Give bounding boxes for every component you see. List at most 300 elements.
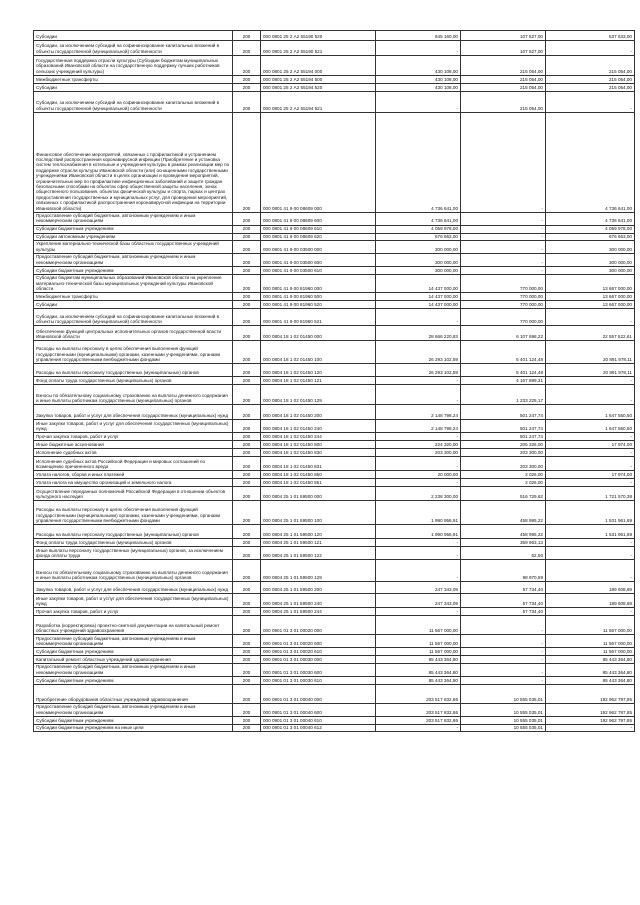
row-code: 200	[233, 664, 261, 677]
row-code: 200	[233, 213, 261, 226]
table-row	[34, 41, 635, 56]
table-row	[34, 113, 635, 213]
row-executed-amount: 5 401 124,48	[461, 341, 546, 364]
row-executed-amount: 10 555 035,01	[461, 725, 546, 732]
row-classification-code: 000 0804 18 1 02 01450 831	[261, 457, 376, 471]
row-executed-amount: 203 300,00	[461, 457, 546, 471]
row-executed-amount: 6 107 698,22	[461, 326, 546, 341]
row-name: Расходы на выплаты персоналу в целях обеспечения выполнения функций государственными (муниципальными) органами, казенными учреждениями, органами управления государственными внебюджетными фондами	[34, 341, 233, 364]
row-approved-amount: 14 437 000,00	[376, 275, 461, 293]
row-name: Предоставление субсидий бюджетным, автономным учреждениям и иным некоммерческим организациям	[34, 664, 233, 677]
row-classification-code: 000 0901 01 3 01 00020 000	[261, 616, 376, 635]
row-name: Предоставление субсидий бюджетным, автономным учреждениям и иным некоммерческим организациям	[34, 213, 233, 226]
table-row	[34, 377, 635, 385]
row-approved-amount: 300 000,00	[376, 254, 461, 267]
row-approved-amount: 203 300,00	[376, 449, 461, 457]
row-unexecuted-amount: -	[546, 457, 635, 471]
row-unexecuted-amount: 189 608,69	[546, 582, 635, 594]
table-row	[34, 56, 635, 76]
row-approved-amount: 2 148 798,24	[376, 405, 461, 420]
row-executed-amount: 501 247,74	[461, 405, 546, 420]
row-unexecuted-amount: 85 443 364,80	[546, 677, 635, 685]
row-name: Фонд оплаты труда государственных (муниципальных) органов	[34, 539, 233, 547]
row-executed-amount: 4 167 899,31	[461, 377, 546, 385]
row-name: Исполнение судебных актов Российской Федерации и мировых соглашений по возмещению причиненного вреда	[34, 457, 233, 471]
row-executed-amount: 770 000,00	[461, 301, 546, 309]
row-unexecuted-amount: 11 567 000,00	[546, 635, 635, 648]
row-classification-code: 000 0801 41 9 00 03500 610	[261, 267, 376, 275]
row-unexecuted-amount: 300 000,00	[546, 254, 635, 267]
row-code: 200	[233, 233, 261, 240]
table-row	[34, 213, 635, 226]
row-code: 200	[233, 501, 261, 525]
row-name: Иные закупки товаров, работ и услуг для обеспечения государственных (муниципальных) нужд	[34, 594, 233, 608]
row-classification-code: 000 0801 41 9 00 08609 000	[261, 113, 376, 213]
row-unexecuted-amount: 11 567 000,00	[546, 616, 635, 635]
table-row	[34, 225, 635, 233]
table-row	[34, 717, 635, 725]
row-code: 200	[233, 377, 261, 385]
row-name: Иные закупки товаров, работ и услуг для обеспечения государственных (муниципальных) нужд	[34, 420, 233, 433]
row-code: 200	[233, 293, 261, 301]
row-approved-amount: 85 443 364,80	[376, 677, 461, 685]
row-approved-amount: 430 108,00	[376, 56, 461, 76]
table-row	[34, 326, 635, 341]
row-name: Субсидии	[34, 31, 233, 41]
row-approved-amount: 247 343,09	[376, 582, 461, 594]
row-unexecuted-amount: -	[546, 377, 635, 385]
row-executed-amount: -	[461, 648, 546, 656]
row-unexecuted-amount: -	[546, 385, 635, 405]
row-approved-amount: -	[376, 547, 461, 560]
row-classification-code: 000 0804 18 1 02 01450 240	[261, 420, 376, 433]
row-executed-amount: -	[461, 635, 546, 648]
row-executed-amount: -	[461, 656, 546, 664]
row-executed-amount: -	[461, 254, 546, 267]
budget-report-page	[33, 30, 632, 732]
row-classification-code: 000 0804 18 1 02 01450 120	[261, 364, 376, 377]
row-unexecuted-amount: 215 054,00	[546, 56, 635, 76]
row-approved-amount: 26 293 102,59	[376, 364, 461, 377]
table-row	[34, 449, 635, 457]
row-approved-amount: -	[376, 385, 461, 405]
row-classification-code: 000 0901 01 3 01 00030 600	[261, 664, 376, 677]
row-name: Иные выплаты персоналу государственных (муниципальных) органов, за исключением фонда оплаты труда	[34, 547, 233, 560]
row-approved-amount: 26 293 102,59	[376, 341, 461, 364]
row-executed-amount: -	[461, 225, 546, 233]
row-approved-amount: -	[376, 608, 461, 616]
budget-table-body	[34, 31, 635, 732]
row-code: 200	[233, 76, 261, 84]
row-name: Субсидии бюджетным учреждениям	[34, 648, 233, 656]
table-row	[34, 656, 635, 664]
row-name: Предоставление субсидий бюджетным, автономным учреждениям и иным некоммерческим организациям	[34, 704, 233, 717]
row-executed-amount: 215 054,00	[461, 56, 546, 76]
row-executed-amount: 215 054,00	[461, 84, 546, 92]
row-code: 200	[233, 457, 261, 471]
row-executed-amount: -	[461, 213, 546, 226]
row-name: Закупка товаров, работ и услуг для обеспечения государственных (муниципальных) нужд	[34, 582, 233, 594]
row-name: Государственная поддержка отрасли культуры (Субсидии бюджетам муниципальных образований Ивановской области на государственную поддержку лучших работников сельских учреждений культуры)	[34, 56, 233, 76]
table-row	[34, 84, 635, 92]
table-row	[34, 582, 635, 594]
row-classification-code: 000 0804 25 1 01 59500 129	[261, 560, 376, 582]
table-row	[34, 685, 635, 704]
row-name: Субсидии бюджетам муниципальных образований Ивановской области на укрепление материально-технической базы муниципальных учреждений культуры Ивановской области	[34, 275, 233, 293]
row-name: Расходы на выплаты персоналу государственных (муниципальных) органов	[34, 364, 233, 377]
row-name: Субсидии бюджетным учреждениям	[34, 225, 233, 233]
row-unexecuted-amount: -	[546, 725, 635, 732]
row-unexecuted-amount: 192 962 797,85	[546, 717, 635, 725]
row-classification-code: 000 0901 01 3 01 00040 610	[261, 717, 376, 725]
row-classification-code: 000 0901 01 3 01 00020 610	[261, 648, 376, 656]
row-classification-code: 000 0901 01 3 01 00040 600	[261, 704, 376, 717]
table-row	[34, 616, 635, 635]
row-code: 200	[233, 56, 261, 76]
table-row	[34, 233, 635, 240]
row-approved-amount: 85 443 364,80	[376, 664, 461, 677]
row-executed-amount: -	[461, 677, 546, 685]
table-row	[34, 301, 635, 309]
row-executed-amount: -	[461, 664, 546, 677]
table-row	[34, 31, 635, 41]
row-approved-amount: 11 567 000,00	[376, 635, 461, 648]
row-classification-code: 000 0804 18 1 02 01450 800	[261, 441, 376, 449]
row-executed-amount: 770 000,00	[461, 309, 546, 326]
row-code: 200	[233, 471, 261, 479]
row-unexecuted-amount: -	[546, 539, 635, 547]
row-unexecuted-amount: 1 531 961,69	[546, 501, 635, 525]
row-approved-amount: 430 108,00	[376, 76, 461, 84]
row-approved-amount: 85 443 364,80	[376, 656, 461, 664]
row-name: Фонд оплаты труда государственных (муниципальных) органов	[34, 377, 233, 385]
row-code: 200	[233, 31, 261, 41]
row-name: Взносы по обязательному социальному страхованию на выплаты денежного содержания и иные выплаты работникам государственных (муниципальных) органов	[34, 560, 233, 582]
row-code: 200	[233, 241, 261, 254]
row-unexecuted-amount: -	[546, 433, 635, 441]
row-unexecuted-amount: 192 962 797,85	[546, 685, 635, 704]
table-row	[34, 501, 635, 525]
table-row	[34, 364, 635, 377]
row-name: Предоставление субсидий бюджетным, автономным учреждениям и иным некоммерческим организациям	[34, 635, 233, 648]
row-unexecuted-amount: 192 962 797,85	[546, 704, 635, 717]
row-approved-amount: 28 666 220,83	[376, 326, 461, 341]
row-code: 200	[233, 41, 261, 56]
row-code: 200	[233, 326, 261, 341]
row-executed-amount: 516 729,62	[461, 487, 546, 501]
row-name: Осуществление переданных полномочий Российской Федерации в отношении объектов культурного наследия	[34, 487, 233, 501]
row-code: 200	[233, 441, 261, 449]
row-unexecuted-amount: 85 443 364,80	[546, 656, 635, 664]
row-unexecuted-amount: 20 891 978,11	[546, 341, 635, 364]
row-executed-amount: 5 401 124,48	[461, 364, 546, 377]
row-classification-code: 000 0801 25 2 А2 55194 000	[261, 56, 376, 76]
table-row	[34, 385, 635, 405]
table-row	[34, 76, 635, 84]
row-name: Обеспечение функций центральных исполнительных органов государственной власти Ивановской области	[34, 326, 233, 341]
row-name: Капитальный ремонт областных учреждений здравоохранения	[34, 656, 233, 664]
row-executed-amount: 57 734,40	[461, 608, 546, 616]
row-executed-amount: -	[461, 267, 546, 275]
row-approved-amount: 14 437 000,00	[376, 293, 461, 301]
row-code: 200	[233, 405, 261, 420]
row-classification-code: 000 0801 25 2 А2 55190 520	[261, 31, 376, 41]
row-unexecuted-amount: 17 974,00	[546, 471, 635, 479]
row-code: 200	[233, 539, 261, 547]
row-name: Предоставление субсидий бюджетным, автономным учреждениям и иным некоммерческим организациям	[34, 254, 233, 267]
row-executed-amount: 458 995,22	[461, 501, 546, 525]
row-classification-code: 000 0804 25 1 01 59500 120	[261, 525, 376, 539]
row-unexecuted-amount: -	[546, 608, 635, 616]
row-unexecuted-amount: 300 000,00	[546, 267, 635, 275]
row-unexecuted-amount: 13 667 000,00	[546, 275, 635, 293]
row-classification-code: 000 0801 41 9 00 08609 620	[261, 233, 376, 240]
row-code: 200	[233, 275, 261, 293]
row-executed-amount: 107 527,00	[461, 41, 546, 56]
row-executed-amount: 57 734,40	[461, 582, 546, 594]
row-approved-amount: 11 567 000,00	[376, 616, 461, 635]
row-classification-code: 000 0804 25 1 01 59500 200	[261, 582, 376, 594]
row-unexecuted-amount: 1 721 570,38	[546, 487, 635, 501]
row-name: Субсидии	[34, 301, 233, 309]
row-approved-amount: -	[376, 92, 461, 113]
row-executed-amount: 2 026,00	[461, 471, 546, 479]
row-name: Уплата налога на имущество организаций и земельного налога	[34, 479, 233, 487]
row-name: Прочая закупка товаров, работ и услуг	[34, 433, 233, 441]
row-name: Прочая закупка товаров, работ и услуг	[34, 608, 233, 616]
row-unexecuted-amount: 189 608,69	[546, 594, 635, 608]
row-code: 200	[233, 608, 261, 616]
table-row	[34, 677, 635, 685]
row-executed-amount: 501 247,74	[461, 420, 546, 433]
row-executed-amount: 10 555 035,01	[461, 704, 546, 717]
row-executed-amount: 770 000,00	[461, 275, 546, 293]
row-code: 200	[233, 547, 261, 560]
row-executed-amount: 10 555 035,01	[461, 717, 546, 725]
row-executed-amount: 203 300,00	[461, 449, 546, 457]
row-unexecuted-amount: -	[546, 547, 635, 560]
row-code: 200	[233, 301, 261, 309]
row-unexecuted-amount: 13 667 000,00	[546, 301, 635, 309]
row-approved-amount: 1 990 956,91	[376, 501, 461, 525]
row-classification-code: 000 0901 01 3 01 00020 600	[261, 635, 376, 648]
row-unexecuted-amount: -	[546, 479, 635, 487]
row-name: Субсидии, за исключением субсидий на софинансирование капитальных вложений в объекты государственной (муниципальной) собственности	[34, 41, 233, 56]
row-code: 200	[233, 525, 261, 539]
row-name: Укрепление материально-технической базы областных государственных учреждений культуры	[34, 241, 233, 254]
row-code: 200	[233, 635, 261, 648]
row-code: 200	[233, 267, 261, 275]
row-code: 200	[233, 385, 261, 405]
table-row	[34, 525, 635, 539]
row-name: Финансовое обеспечение мероприятий, связанных с профилактикой и устранением последствий распространения коронавирусной инфекции (Приобретение и установка систем теплоснабжения в котельные и учреждения культуры в рамках реализации мер по поддержке отрасли культуры Ивановской области (или) оснащенными государственными учреждениями Ивановской области в целях организации и проведения мероприятий, ограничительных мер по профилактике инфекционных заболеваний и защите граждан безопасными способами на объектах сфер общественной защиты населения, зонах общественного пользования, объектах физической культуры и спорта, парках и центрах предоставления государственных и муниципальных услуг, для проведения мероприятий, связанных с профилактикой распространения коронавирусной инфекции на территории Ивановской области)	[34, 113, 233, 213]
row-classification-code: 000 0801 25 2 А2 55194 521	[261, 92, 376, 113]
row-name: Субсидии	[34, 84, 233, 92]
row-name: Субсидии, за исключением субсидий на софинансирование капитальных вложений в объекты государственной (муниципальной) собственности	[34, 92, 233, 113]
row-classification-code: 000 0804 18 1 02 01450 000	[261, 326, 376, 341]
row-classification-code: 000 0901 01 3 01 00030 000	[261, 656, 376, 664]
table-row	[34, 635, 635, 648]
row-approved-amount: 300 000,00	[376, 267, 461, 275]
row-executed-amount: 205 326,00	[461, 441, 546, 449]
row-classification-code: 000 0801 41 9 00 81960 520	[261, 301, 376, 309]
row-approved-amount: 430 108,00	[376, 84, 461, 92]
row-name: Расходы на выплаты персоналу в целях обеспечения выполнения функций государственными (муниципальными) органами, казенными учреждениями, органами управления государственными внебюджетными фондами	[34, 501, 233, 525]
row-approved-amount: 4 736 641,00	[376, 113, 461, 213]
row-code: 200	[233, 225, 261, 233]
row-code: 200	[233, 594, 261, 608]
row-code: 200	[233, 648, 261, 656]
row-unexecuted-amount: 22 557 522,61	[546, 326, 635, 341]
row-code: 200	[233, 685, 261, 704]
table-row	[34, 487, 635, 501]
row-name: Расходы на выплаты персоналу государственных (муниципальных) органов	[34, 525, 233, 539]
row-executed-amount: -	[461, 241, 546, 254]
row-code: 200	[233, 616, 261, 635]
row-classification-code: 000 0804 18 1 02 01450 121	[261, 377, 376, 385]
table-row	[34, 275, 635, 293]
row-unexecuted-amount: -	[546, 92, 635, 113]
row-code: 200	[233, 704, 261, 717]
table-row	[34, 341, 635, 364]
row-approved-amount: -	[376, 479, 461, 487]
row-name: Иные бюджетные ассигнования	[34, 441, 233, 449]
row-unexecuted-amount: -	[546, 560, 635, 582]
row-approved-amount: 224 320,00	[376, 441, 461, 449]
row-approved-amount: -	[376, 377, 461, 385]
row-classification-code: 000 0804 18 1 02 01450 850	[261, 471, 376, 479]
row-code: 200	[233, 433, 261, 441]
row-approved-amount: 4 736 641,00	[376, 213, 461, 226]
row-name: Исполнение судебных актов	[34, 449, 233, 457]
row-unexecuted-amount: 1 647 550,50	[546, 420, 635, 433]
table-row	[34, 725, 635, 732]
table-row	[34, 547, 635, 560]
row-code: 200	[233, 254, 261, 267]
row-name: Субсидии бюджетным учреждениям на иные цели	[34, 725, 233, 732]
row-approved-amount: 203 517 832,86	[376, 717, 461, 725]
row-classification-code: 000 0801 25 2 А2 55194 500	[261, 76, 376, 84]
table-row	[34, 293, 635, 301]
row-executed-amount: 1 233 225,17	[461, 385, 546, 405]
row-executed-amount: 215 054,00	[461, 76, 546, 84]
row-code: 200	[233, 420, 261, 433]
row-unexecuted-amount: 4 059 978,00	[546, 225, 635, 233]
row-code: 200	[233, 92, 261, 113]
row-classification-code: 000 0804 25 1 01 59500 122	[261, 547, 376, 560]
row-unexecuted-amount: 13 667 000,00	[546, 293, 635, 301]
row-approved-amount: 1 990 956,91	[376, 525, 461, 539]
row-code: 200	[233, 717, 261, 725]
row-unexecuted-amount: 20 891 978,11	[546, 364, 635, 377]
table-row	[34, 471, 635, 479]
row-name: Уплата налогов, сборов и иных платежей	[34, 471, 233, 479]
row-code: 200	[233, 113, 261, 213]
row-classification-code: 000 0804 25 1 01 59500 244	[261, 608, 376, 616]
row-executed-amount: 359 963,13	[461, 539, 546, 547]
row-name: Субсидии бюджетным учреждениям	[34, 717, 233, 725]
row-classification-code: 000 0804 25 1 01 59500 240	[261, 594, 376, 608]
row-approved-amount: -	[376, 560, 461, 582]
row-name: Субсидии автономным учреждениям	[34, 233, 233, 240]
row-unexecuted-amount: 1 647 550,50	[546, 405, 635, 420]
row-approved-amount: 2 238 300,00	[376, 487, 461, 501]
row-unexecuted-amount: -	[546, 41, 635, 56]
row-name: Закупка товаров, работ и услуг для обеспечения государственных (муниципальных) нужд	[34, 405, 233, 420]
row-executed-amount: 107 527,00	[461, 31, 546, 41]
row-executed-amount: 57 734,40	[461, 594, 546, 608]
row-code: 200	[233, 341, 261, 364]
row-name: Приобретение оборудования областных учреждений здравоохранения	[34, 685, 233, 704]
row-unexecuted-amount: 676 663,00	[546, 233, 635, 240]
table-row	[34, 92, 635, 113]
row-unexecuted-amount: 215 054,00	[546, 84, 635, 92]
row-classification-code: 000 0804 18 1 02 01450 129	[261, 385, 376, 405]
row-approved-amount: 4 059 978,00	[376, 225, 461, 233]
row-executed-amount: 62,50	[461, 547, 546, 560]
table-row	[34, 704, 635, 717]
row-classification-code: 000 0801 41 9 00 03500 000	[261, 241, 376, 254]
row-classification-code: 000 0804 25 1 01 59500 121	[261, 539, 376, 547]
row-code: 200	[233, 656, 261, 664]
row-code: 200	[233, 479, 261, 487]
row-approved-amount: 20 000,00	[376, 471, 461, 479]
row-classification-code: 000 0901 01 3 01 00040 000	[261, 685, 376, 704]
row-unexecuted-amount: 215 054,00	[546, 76, 635, 84]
row-unexecuted-amount: 11 567 000,00	[546, 648, 635, 656]
table-row	[34, 241, 635, 254]
row-unexecuted-amount: 300 000,00	[546, 241, 635, 254]
row-classification-code: 000 0804 18 1 02 01450 851	[261, 479, 376, 487]
row-code: 200	[233, 309, 261, 326]
row-name: Субсидии бюджетным учреждениям	[34, 267, 233, 275]
row-approved-amount: -	[376, 309, 461, 326]
row-executed-amount: -	[461, 113, 546, 213]
row-unexecuted-amount: 4 736 641,00	[546, 113, 635, 213]
row-classification-code: 000 0804 18 1 02 01450 830	[261, 449, 376, 457]
row-code: 200	[233, 487, 261, 501]
row-classification-code: 000 0801 41 9 00 81960 500	[261, 293, 376, 301]
row-executed-amount: 98 970,59	[461, 560, 546, 582]
row-unexecuted-amount: 1 531 961,69	[546, 525, 635, 539]
table-row	[34, 267, 635, 275]
row-classification-code: 000 0804 18 1 02 01450 100	[261, 341, 376, 364]
row-unexecuted-amount: 537 633,00	[546, 31, 635, 41]
row-approved-amount: -	[376, 433, 461, 441]
row-approved-amount: 645 160,00	[376, 31, 461, 41]
row-approved-amount: -	[376, 457, 461, 471]
table-row	[34, 405, 635, 420]
row-approved-amount: 247 343,09	[376, 594, 461, 608]
row-unexecuted-amount: -	[546, 309, 635, 326]
row-code: 200	[233, 364, 261, 377]
row-approved-amount: -	[376, 539, 461, 547]
row-name: Субсидии, за исключением субсидий на софинансирование капитальных вложений в объекты государственной (муниципальной) собственности	[34, 309, 233, 326]
row-executed-amount: -	[461, 616, 546, 635]
row-unexecuted-amount: 17 974,00	[546, 441, 635, 449]
row-classification-code: 000 0804 25 1 01 59500 000	[261, 487, 376, 501]
row-approved-amount: -	[376, 725, 461, 732]
row-code: 200	[233, 560, 261, 582]
row-classification-code: 000 0801 41 9 00 81960 000	[261, 275, 376, 293]
row-classification-code: 000 0804 25 1 01 59500 100	[261, 501, 376, 525]
row-approved-amount: 14 437 000,00	[376, 301, 461, 309]
table-row	[34, 254, 635, 267]
row-approved-amount: 203 517 832,86	[376, 704, 461, 717]
row-classification-code: 000 0801 41 9 00 08609 600	[261, 213, 376, 226]
table-row	[34, 309, 635, 326]
row-code: 200	[233, 449, 261, 457]
